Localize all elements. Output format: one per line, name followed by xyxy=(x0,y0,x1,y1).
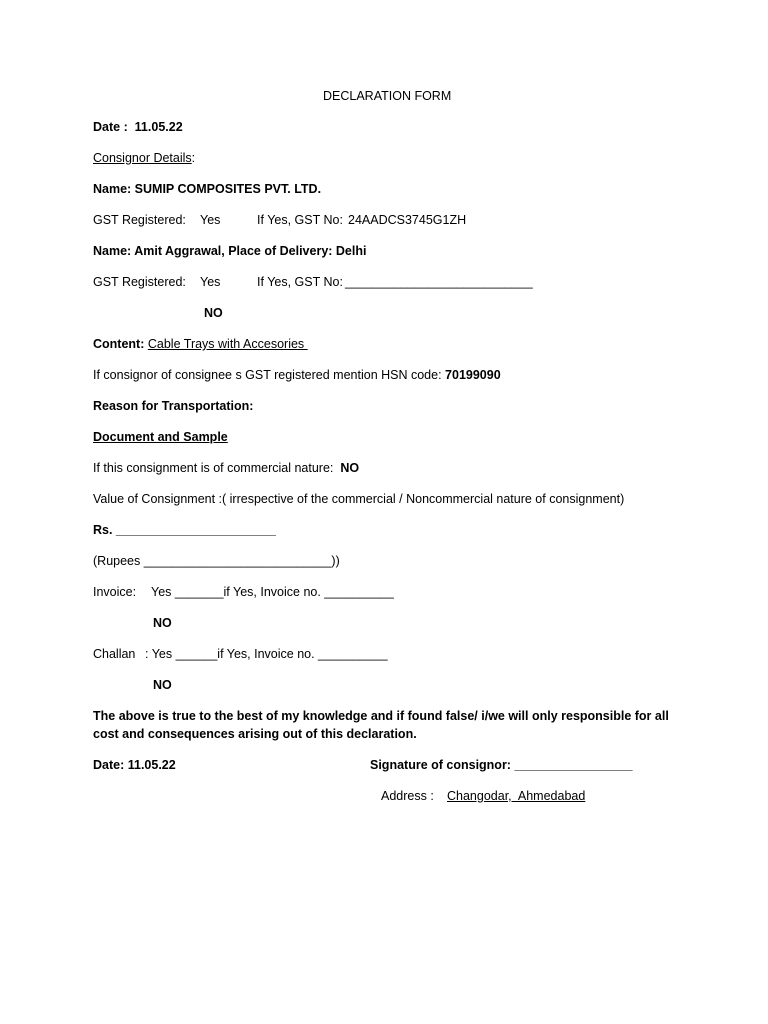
gst-no-label-2: If Yes, GST No: xyxy=(257,275,343,289)
gst-no-label-1: If Yes, GST No: xyxy=(257,213,343,227)
consignor-name: Name: SUMIP COMPOSITES PVT. LTD. xyxy=(93,182,322,196)
commercial-value: NO xyxy=(340,461,360,475)
challan-label: Challan xyxy=(93,647,136,661)
commercial-text: If this consignment is of commercial nature: xyxy=(93,461,341,475)
gst-no-option-2: NO xyxy=(204,306,223,320)
address-value: Changodar, Ahmedabad xyxy=(447,789,586,803)
consignee-name: Name: Amit Aggrawal, Place of Delivery: Delhi xyxy=(93,244,367,258)
value-of-consignment: Value of Consignment :( irrespective of the commercial / Noncommercial nature of consignment) xyxy=(93,492,625,506)
hsn-code: 70199090 xyxy=(445,368,501,382)
hsn-text: If consignor of consignee s GST registered mention HSN code: xyxy=(93,368,446,382)
content-value: Cable Trays with Accesories xyxy=(147,337,308,351)
gst-registered-label-2: GST Registered: xyxy=(93,275,186,289)
rs-line: Rs. _______________________ xyxy=(93,523,276,537)
content-label: Content: xyxy=(93,337,148,351)
gst-registered-value-2: Yes xyxy=(200,275,221,289)
challan-no-option: NO xyxy=(153,678,172,692)
commercial-line xyxy=(93,460,359,476)
reason-value: Document and Sample xyxy=(93,430,228,444)
reason-label: Reason for Transportation: xyxy=(93,399,254,413)
hsn-line xyxy=(93,367,501,383)
page-title: DECLARATION FORM xyxy=(323,89,452,103)
consignor-details-heading xyxy=(93,150,195,166)
challan-text: : Yes ______if Yes, Invoice no. __________ xyxy=(145,647,388,661)
consignor-details-colon: : xyxy=(191,151,196,165)
consignor-details-label: Consignor Details xyxy=(93,151,192,165)
invoice-text: Yes _______if Yes, Invoice no. __________ xyxy=(151,585,394,599)
invoice-label: Invoice: xyxy=(93,585,137,599)
date-top: Date : 11.05.22 xyxy=(93,120,183,134)
date-bottom: Date: 11.05.22 xyxy=(93,758,176,772)
declaration-line-2: cost and consequences arising out of this declaration. xyxy=(93,727,417,741)
gst-registered-value-1: Yes xyxy=(200,213,221,227)
invoice-no-option: NO xyxy=(153,616,172,630)
declaration-line-1: The above is true to the best of my knowledge and if found false/ i/we will only responsible for all xyxy=(93,709,669,723)
signature-line: Signature of consignor: _________________ xyxy=(370,758,633,772)
gst-registered-label-1: GST Registered: xyxy=(93,213,186,227)
rupees-line: (Rupees ___________________________)) xyxy=(93,554,340,568)
address-label: Address : xyxy=(381,789,434,803)
gst-no-blank-2: ___________________________ xyxy=(345,275,533,289)
content-line xyxy=(93,336,308,352)
gst-no-value-1: 24AADCS3745G1ZH xyxy=(348,213,467,227)
